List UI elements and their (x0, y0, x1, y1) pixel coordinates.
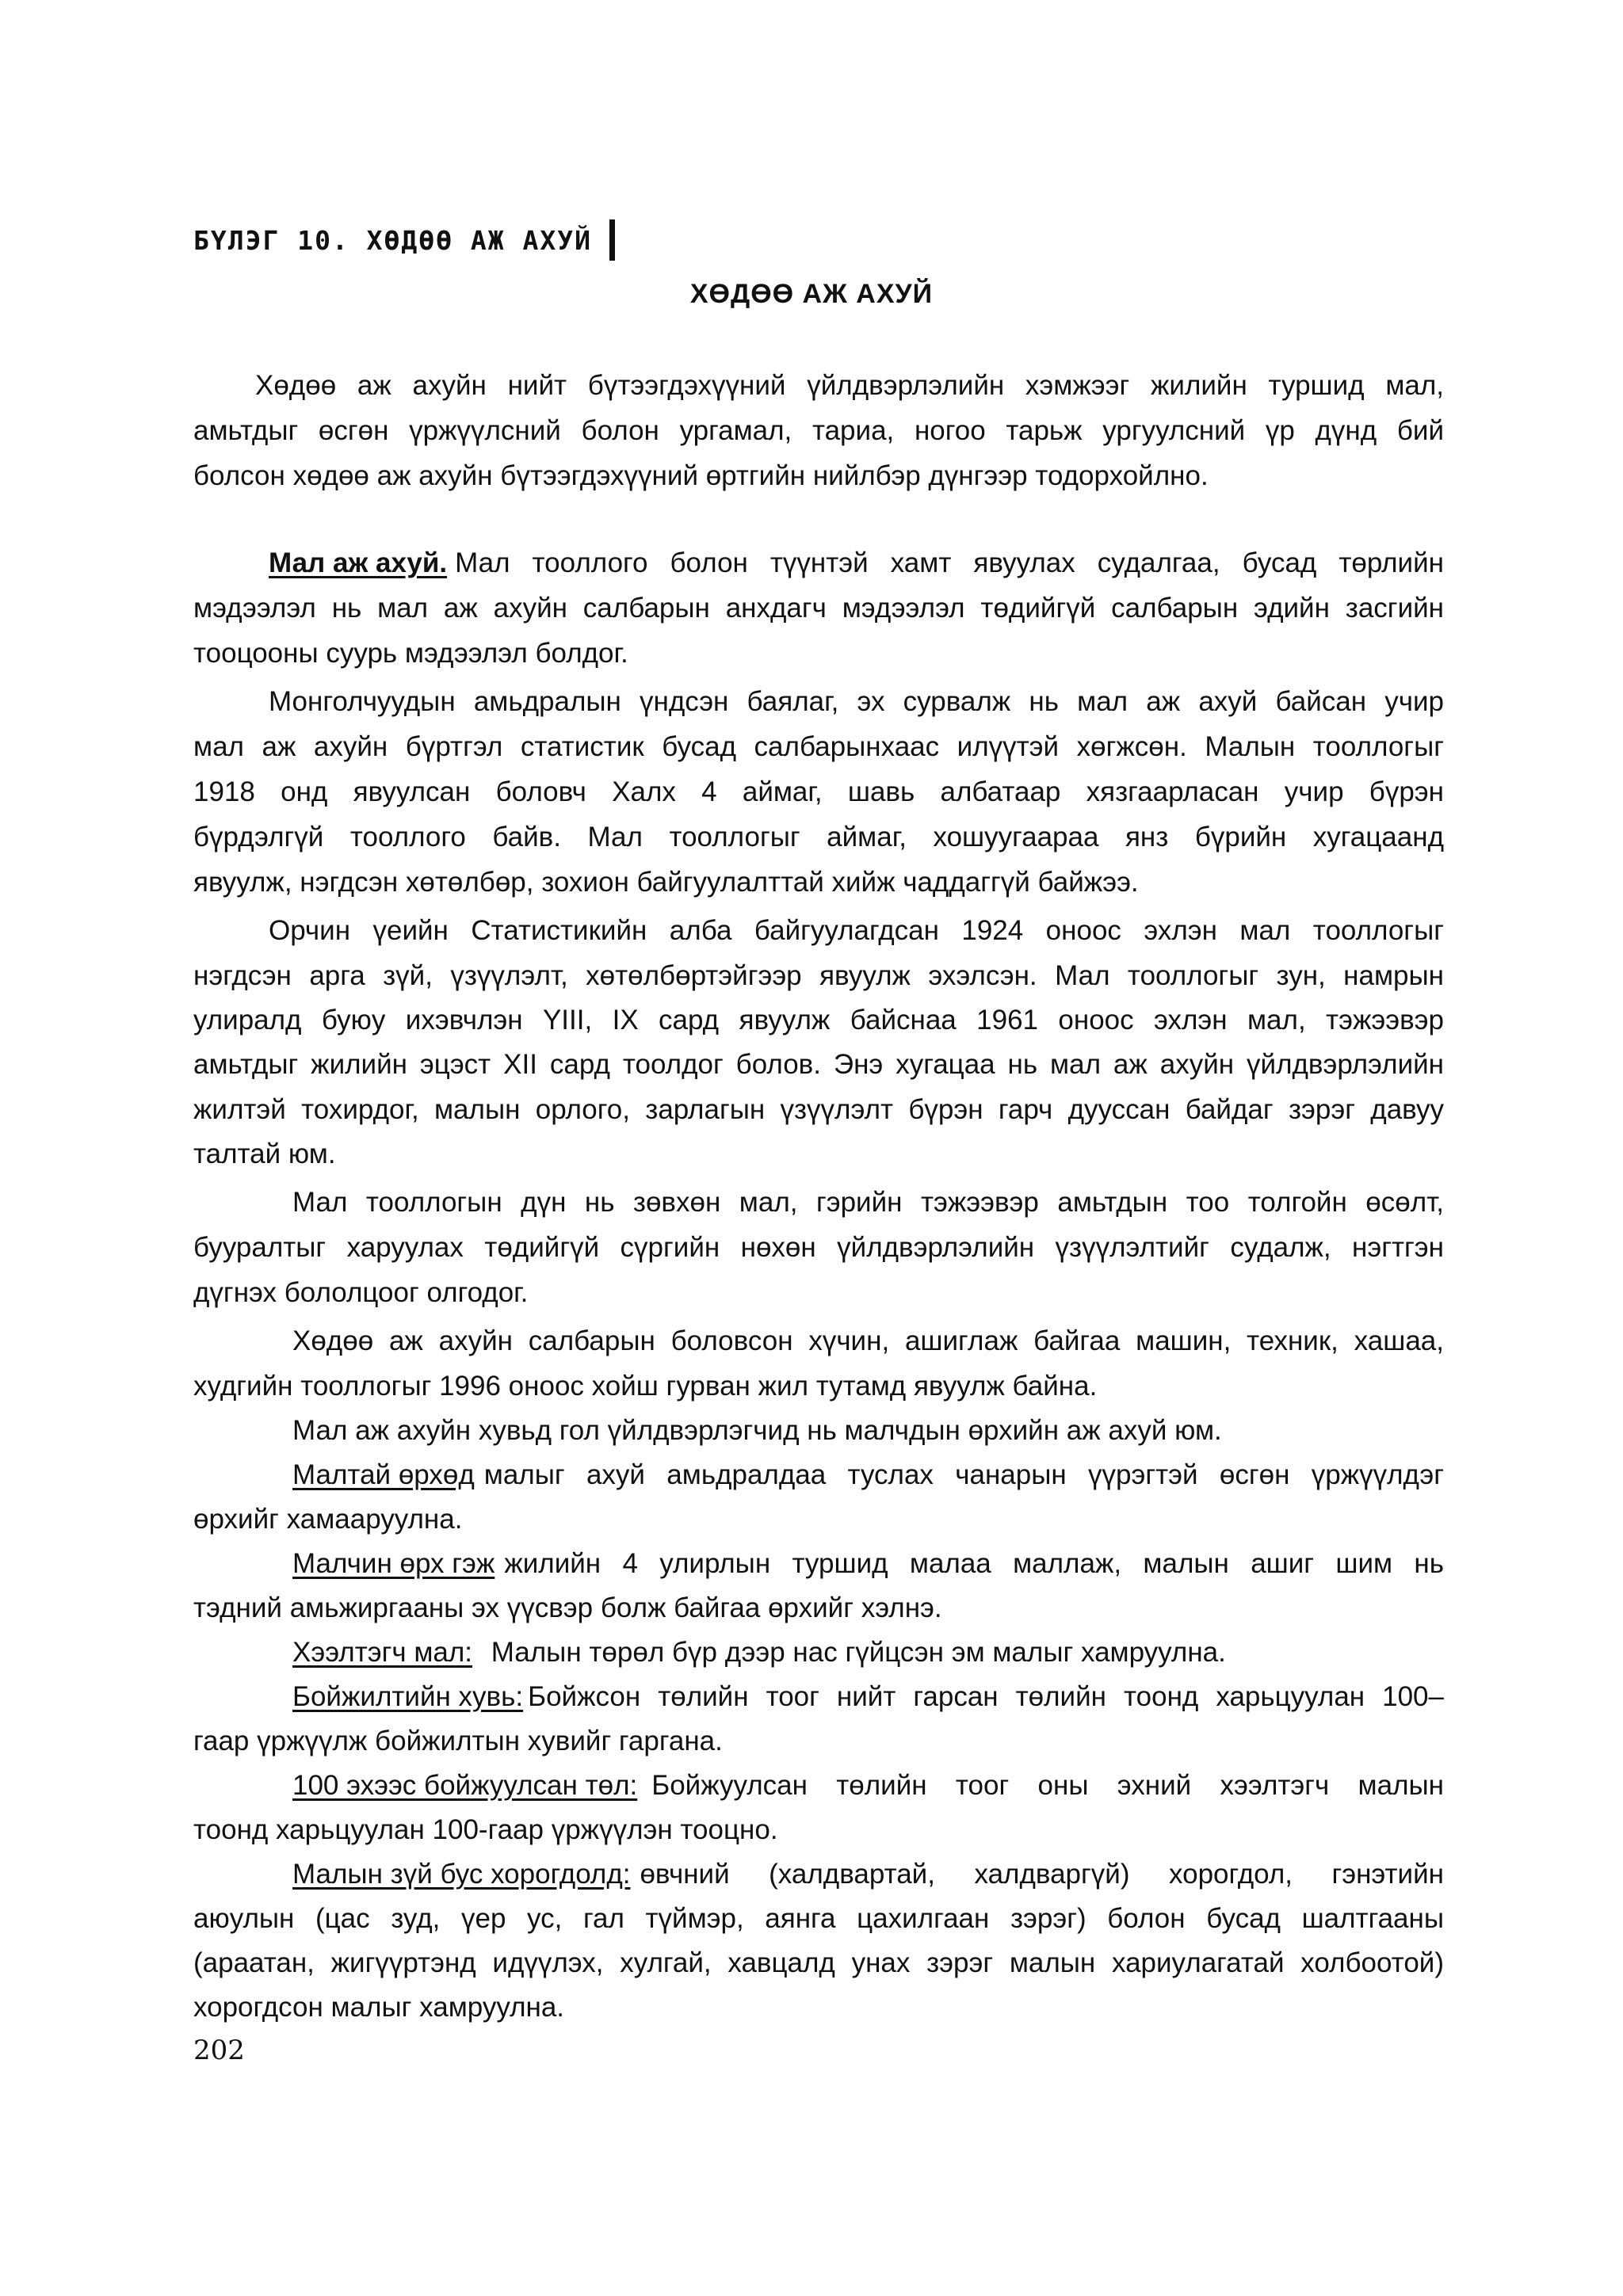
term-label: Малын зүй бус хорогдолд: (292, 1859, 631, 1890)
body-line: гаар үржүүлж бойжилтын хувийг гаргана. (193, 1726, 723, 1756)
term-label: Малтай өрхөд (292, 1459, 475, 1490)
body-line: жилтэй тохирдог, малын орлого, зарлагын үзүүлэлт бүрэн гарч дууссан байдаг зэрэг давуу (193, 1094, 1444, 1125)
body-line-text: Бойжсон төлийн тоог нийт гарсан төлийн тоонд харьцуулан 100– (528, 1681, 1444, 1712)
body-line: өрхийг хамааруулна. (193, 1504, 463, 1535)
body-line: хорогдсон малыг хамруулна. (193, 1992, 565, 2023)
body-line (292, 1680, 1444, 1714)
body-line: амьтдыг өсгөн үржүүлсний болон ургамал, тариа, ногоо тарьж ургуулсний үр дүнд бий (193, 415, 1444, 446)
body-line: тоонд харьцуулан 100-гаар үржүүлэн тооцно. (193, 1814, 778, 1845)
body-line: улиралд буюу ихэвчлэн YIII, IX сард явуулж байснаа 1961 оноос эхлэн мал, тэжээвэр (193, 1005, 1444, 1035)
body-line: амьтдыг жилийн эцэст XII сард тоолдог болов. Энэ хугацаа нь мал аж ахуйн үйлдвэрлэлийн (193, 1049, 1444, 1080)
term-label: Бойжилтийн хувь: (292, 1681, 524, 1712)
body-line-text: жилийн 4 улирлын туршид малаа маллаж, малын ашиг шим нь (504, 1548, 1444, 1579)
body-line: талтай юм. (193, 1138, 336, 1169)
body-line: нэгдсэн арга зүй, үзүүлэлт, хөтөлбөртэйгээр явуулж эхэлсэн. Мал тооллогыг зун, намрын (193, 960, 1444, 991)
body-line: мал аж ахуйн бүртгэл статистик бусад салбарынхаас илүүтэй хөгжсөн. Малын тооллогыг (193, 731, 1444, 762)
term-label: Малчин өрх гэж (292, 1548, 495, 1579)
body-line: Орчин үеийн Статистикийн алба байгуулагдсан 1924 оноос эхлэн мал тооллогыг (269, 915, 1444, 946)
body-line: дүгнэх бололцоог олгодог. (193, 1277, 529, 1308)
page-number: 202 (193, 2035, 245, 2066)
body-line: (араатан, жигүүртэнд идүүлэх, хулгай, хавцалд унах зэрэг малын хариулагатай холбоотой) (193, 1947, 1444, 1978)
body-line: Мал аж ахуйн хувьд гол үйлдвэрлэгчид нь малчдын өрхийн аж ахуй юм. (292, 1415, 1222, 1446)
body-line (292, 1857, 1444, 1892)
body-line-text: Мал тооллого болон түүнтэй хамт явуулах судалгаа, бусад төрлийн (455, 547, 1444, 578)
body-line: тооцооны суурь мэдээлэл болдог. (193, 638, 628, 669)
body-line (292, 1547, 1444, 1581)
body-line (292, 1458, 1444, 1493)
term-label: Хээлтэгч мал: (292, 1637, 473, 1668)
body-line (292, 1635, 1226, 1670)
section-heading: Мал аж ахуй. (269, 547, 448, 578)
body-line-text: өвчний (халдвартай, халдваргүй) хорогдол, гэнэтийн (640, 1859, 1444, 1890)
page-title: ХӨДӨӨ АЖ АХУЙ (689, 279, 934, 309)
body-line: Мал тооллогын дүн нь зөвхөн мал, гэрийн тэжээвэр амьтдын тоо толгойн өсөлт, (292, 1187, 1444, 1218)
body-line: 1918 онд явуулсан боловч Халх 4 аймаг, шавь албатаар хязгаарласан учир бүрэн (193, 776, 1444, 807)
body-line (269, 546, 1444, 581)
body-line (292, 1768, 1444, 1803)
chapter-header (193, 215, 615, 265)
body-line-text: малыг ахуй амьдралдаа туслах чанарын үүрэгтэй өсгөн үржүүлдэг (483, 1459, 1444, 1490)
body-line: мэдээлэл нь мал аж ахуйн салбарын анхдагч мэдээлэл төдийгүй салбарын эдийн засгийн (193, 593, 1444, 624)
body-line: явуулж, нэгдсэн хөтөлбөр, зохион байгуулалттай хийж чаддаггүй байжээ. (193, 867, 1139, 898)
body-line: Монголчуудын амьдралын үндсэн баялаг, эх сурвалж нь мал аж ахуй байсан учир (269, 686, 1444, 717)
body-line-text: Малын төрөл бүр дээр нас гүйцсэн эм малыг хамруулна. (491, 1637, 1226, 1668)
body-line: аюулын (цас зуд, үер ус, гал түймэр, аянга цахилгаан зэрэг) болон бусад шалтгааны (193, 1903, 1444, 1934)
header-divider (609, 219, 615, 261)
body-line: худгийн тооллогыг 1996 оноос хойш гурван жил тутамд явуулж байна. (193, 1371, 1098, 1402)
body-line: Хөдөө аж ахуйн салбарын боловсон хүчин, ашиглаж байгаа машин, техник, хашаа, (292, 1325, 1444, 1356)
body-line: болсон хөдөө аж ахуйн бүтээгдэхүүний өртгийн нийлбэр дүнгээр тодорхойлно. (193, 460, 1209, 491)
body-line: бүрдэлгүй тооллого байв. Мал тооллогыг аймаг, хошуугаараа янз бүрийн хугацаанд (193, 822, 1444, 852)
chapter-label: БҮЛЭГ 10. ХӨДӨӨ АЖ АХУЙ (193, 224, 592, 256)
body-line: Хөдөө аж ахуйн нийт бүтээгдэхүүний үйлдвэрлэлийн хэмжээг жилийн туршид мал, (255, 370, 1444, 401)
term-label: 100 эхээс бойжуулсан төл: (292, 1770, 638, 1801)
body-line: тэдний амьжиргааны эх үүсвэр болж байгаа өрхийг хэлнэ. (193, 1592, 942, 1623)
body-line: бууралтыг харуулах төдийгүй сүргийн нөхөн үйлдвэрлэлийн үзүүлэлтийг судалж, нэгтгэн (193, 1232, 1444, 1263)
body-line-text: Бойжуулсан төлийн тоог оны эхний хээлтэгч малын (651, 1770, 1444, 1801)
